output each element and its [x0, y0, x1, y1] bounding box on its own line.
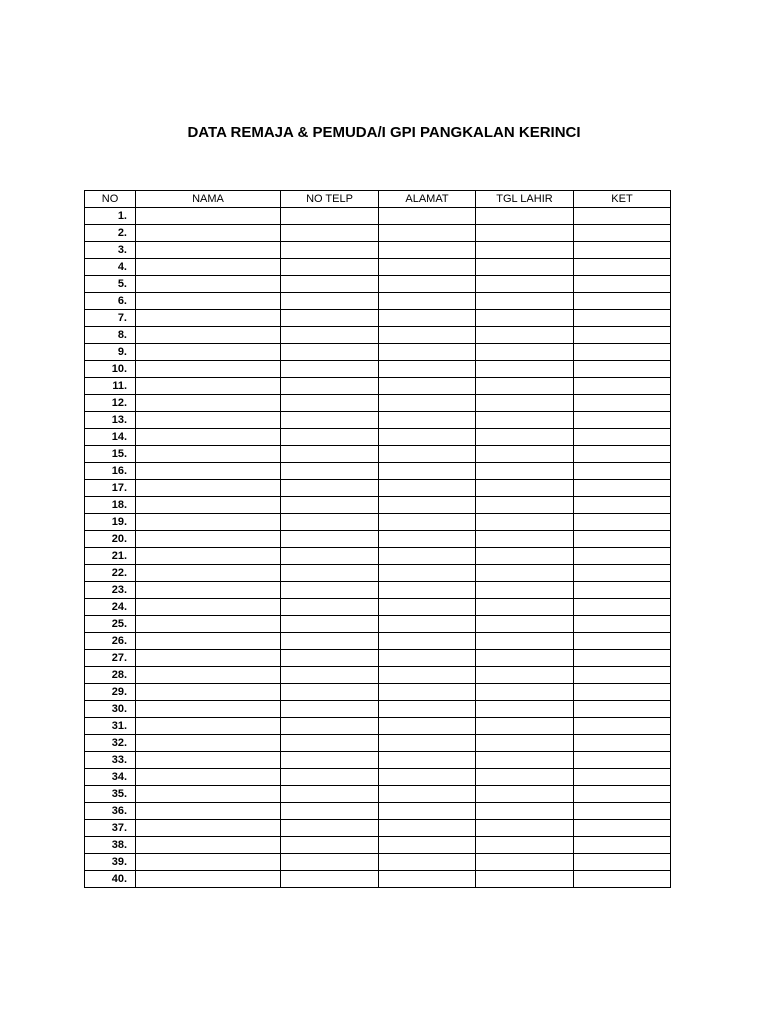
- cell-no-telp: [281, 514, 379, 531]
- table-row: [85, 531, 671, 548]
- cell-tgl-lahir: [476, 752, 574, 769]
- row-number-cell: 18.: [85, 497, 136, 514]
- row-number-cell: 5.: [85, 276, 136, 293]
- cell-alamat: [379, 769, 476, 786]
- cell-nama: [136, 599, 281, 616]
- cell-no-telp: [281, 582, 379, 599]
- cell-nama: [136, 344, 281, 361]
- cell-tgl-lahir: [476, 565, 574, 582]
- cell-alamat: [379, 378, 476, 395]
- row-number-cell: 32.: [85, 735, 136, 752]
- cell-ket: [574, 259, 671, 276]
- cell-no-telp: [281, 803, 379, 820]
- cell-nama: [136, 837, 281, 854]
- header-no: NO: [85, 191, 136, 208]
- cell-tgl-lahir: [476, 786, 574, 803]
- cell-nama: [136, 242, 281, 259]
- cell-ket: [574, 854, 671, 871]
- cell-no-telp: [281, 565, 379, 582]
- cell-nama: [136, 514, 281, 531]
- cell-nama: [136, 378, 281, 395]
- cell-nama: [136, 480, 281, 497]
- table-row: [85, 616, 671, 633]
- row-number-cell: 20.: [85, 531, 136, 548]
- cell-nama: [136, 752, 281, 769]
- cell-ket: [574, 497, 671, 514]
- cell-no-telp: [281, 684, 379, 701]
- cell-alamat: [379, 548, 476, 565]
- cell-alamat: [379, 463, 476, 480]
- cell-ket: [574, 718, 671, 735]
- cell-tgl-lahir: [476, 480, 574, 497]
- header-alamat: ALAMAT: [379, 191, 476, 208]
- table-row: [85, 735, 671, 752]
- cell-no-telp: [281, 548, 379, 565]
- cell-alamat: [379, 242, 476, 259]
- cell-tgl-lahir: [476, 650, 574, 667]
- cell-ket: [574, 684, 671, 701]
- table-row: [85, 837, 671, 854]
- table-row: [85, 480, 671, 497]
- table-row: [85, 582, 671, 599]
- cell-no-telp: [281, 361, 379, 378]
- cell-ket: [574, 480, 671, 497]
- cell-alamat: [379, 565, 476, 582]
- cell-alamat: [379, 514, 476, 531]
- table-row: [85, 463, 671, 480]
- cell-tgl-lahir: [476, 616, 574, 633]
- cell-ket: [574, 361, 671, 378]
- cell-tgl-lahir: [476, 361, 574, 378]
- header-no-telp: NO TELP: [281, 191, 379, 208]
- cell-no-telp: [281, 752, 379, 769]
- row-number-cell: 40.: [85, 871, 136, 888]
- row-number-cell: 13.: [85, 412, 136, 429]
- cell-ket: [574, 820, 671, 837]
- cell-ket: [574, 327, 671, 344]
- cell-alamat: [379, 803, 476, 820]
- table-row: [85, 412, 671, 429]
- row-number-cell: 25.: [85, 616, 136, 633]
- table-row: [85, 752, 671, 769]
- table-row: [85, 378, 671, 395]
- table-row: [85, 684, 671, 701]
- data-table: [84, 190, 671, 888]
- cell-nama: [136, 718, 281, 735]
- cell-tgl-lahir: [476, 633, 574, 650]
- table-row: [85, 242, 671, 259]
- row-number-cell: 33.: [85, 752, 136, 769]
- cell-tgl-lahir: [476, 718, 574, 735]
- cell-nama: [136, 633, 281, 650]
- cell-no-telp: [281, 463, 379, 480]
- cell-nama: [136, 871, 281, 888]
- cell-tgl-lahir: [476, 429, 574, 446]
- table-row: [85, 667, 671, 684]
- cell-nama: [136, 395, 281, 412]
- cell-no-telp: [281, 599, 379, 616]
- cell-ket: [574, 225, 671, 242]
- table-row: [85, 820, 671, 837]
- row-number-cell: 37.: [85, 820, 136, 837]
- cell-no-telp: [281, 208, 379, 225]
- cell-alamat: [379, 344, 476, 361]
- row-number-cell: 17.: [85, 480, 136, 497]
- cell-nama: [136, 446, 281, 463]
- cell-ket: [574, 514, 671, 531]
- cell-alamat: [379, 225, 476, 242]
- cell-tgl-lahir: [476, 684, 574, 701]
- cell-nama: [136, 769, 281, 786]
- row-number-cell: 10.: [85, 361, 136, 378]
- cell-ket: [574, 208, 671, 225]
- cell-ket: [574, 429, 671, 446]
- table-row: [85, 650, 671, 667]
- cell-alamat: [379, 701, 476, 718]
- row-number-cell: 21.: [85, 548, 136, 565]
- row-number-cell: 4.: [85, 259, 136, 276]
- cell-ket: [574, 310, 671, 327]
- row-number-cell: 6.: [85, 293, 136, 310]
- cell-alamat: [379, 480, 476, 497]
- cell-alamat: [379, 650, 476, 667]
- cell-nama: [136, 463, 281, 480]
- table-row: [85, 208, 671, 225]
- cell-nama: [136, 701, 281, 718]
- cell-nama: [136, 684, 281, 701]
- cell-no-telp: [281, 854, 379, 871]
- row-number-cell: 36.: [85, 803, 136, 820]
- cell-tgl-lahir: [476, 531, 574, 548]
- cell-alamat: [379, 718, 476, 735]
- table-row: [85, 429, 671, 446]
- row-number-cell: 1.: [85, 208, 136, 225]
- cell-nama: [136, 429, 281, 446]
- cell-nama: [136, 225, 281, 242]
- row-number-cell: 26.: [85, 633, 136, 650]
- cell-alamat: [379, 582, 476, 599]
- cell-ket: [574, 412, 671, 429]
- table-row: [85, 293, 671, 310]
- cell-no-telp: [281, 276, 379, 293]
- cell-no-telp: [281, 616, 379, 633]
- cell-alamat: [379, 446, 476, 463]
- cell-alamat: [379, 429, 476, 446]
- cell-ket: [574, 344, 671, 361]
- cell-no-telp: [281, 480, 379, 497]
- table-row: [85, 854, 671, 871]
- cell-ket: [574, 735, 671, 752]
- cell-alamat: [379, 633, 476, 650]
- cell-ket: [574, 837, 671, 854]
- cell-ket: [574, 565, 671, 582]
- row-number-cell: 19.: [85, 514, 136, 531]
- row-number-cell: 23.: [85, 582, 136, 599]
- row-number-cell: 31.: [85, 718, 136, 735]
- cell-alamat: [379, 497, 476, 514]
- row-number-cell: 8.: [85, 327, 136, 344]
- cell-alamat: [379, 786, 476, 803]
- cell-nama: [136, 667, 281, 684]
- cell-tgl-lahir: [476, 242, 574, 259]
- row-number-cell: 2.: [85, 225, 136, 242]
- cell-tgl-lahir: [476, 854, 574, 871]
- cell-tgl-lahir: [476, 701, 574, 718]
- header-nama: NAMA: [136, 191, 281, 208]
- page-title: DATA REMAJA & PEMUDA/I GPI PANGKALAN KERINCI: [187, 124, 581, 141]
- cell-nama: [136, 548, 281, 565]
- row-number-cell: 27.: [85, 650, 136, 667]
- cell-no-telp: [281, 531, 379, 548]
- cell-ket: [574, 650, 671, 667]
- cell-ket: [574, 701, 671, 718]
- cell-alamat: [379, 208, 476, 225]
- cell-tgl-lahir: [476, 735, 574, 752]
- cell-tgl-lahir: [476, 548, 574, 565]
- cell-tgl-lahir: [476, 803, 574, 820]
- cell-no-telp: [281, 667, 379, 684]
- cell-no-telp: [281, 446, 379, 463]
- cell-tgl-lahir: [476, 514, 574, 531]
- row-number-cell: 24.: [85, 599, 136, 616]
- cell-no-telp: [281, 820, 379, 837]
- cell-ket: [574, 463, 671, 480]
- cell-ket: [574, 378, 671, 395]
- cell-alamat: [379, 667, 476, 684]
- row-number-cell: 28.: [85, 667, 136, 684]
- cell-tgl-lahir: [476, 769, 574, 786]
- cell-alamat: [379, 327, 476, 344]
- cell-alamat: [379, 837, 476, 854]
- cell-nama: [136, 327, 281, 344]
- row-number-cell: 15.: [85, 446, 136, 463]
- cell-alamat: [379, 395, 476, 412]
- cell-ket: [574, 599, 671, 616]
- cell-tgl-lahir: [476, 225, 574, 242]
- table-row: [85, 633, 671, 650]
- cell-tgl-lahir: [476, 820, 574, 837]
- table-row: [85, 786, 671, 803]
- row-number-cell: 39.: [85, 854, 136, 871]
- table-row: [85, 718, 671, 735]
- cell-tgl-lahir: [476, 208, 574, 225]
- table-row: [85, 276, 671, 293]
- cell-nama: [136, 276, 281, 293]
- cell-tgl-lahir: [476, 412, 574, 429]
- table-row: [85, 565, 671, 582]
- cell-nama: [136, 786, 281, 803]
- row-number-cell: 11.: [85, 378, 136, 395]
- cell-no-telp: [281, 242, 379, 259]
- cell-nama: [136, 259, 281, 276]
- cell-no-telp: [281, 769, 379, 786]
- cell-no-telp: [281, 310, 379, 327]
- cell-ket: [574, 582, 671, 599]
- cell-alamat: [379, 293, 476, 310]
- cell-nama: [136, 412, 281, 429]
- cell-nama: [136, 735, 281, 752]
- cell-no-telp: [281, 633, 379, 650]
- cell-nama: [136, 293, 281, 310]
- cell-nama: [136, 820, 281, 837]
- cell-ket: [574, 446, 671, 463]
- cell-alamat: [379, 361, 476, 378]
- row-number-cell: 16.: [85, 463, 136, 480]
- table-row: [85, 361, 671, 378]
- cell-ket: [574, 803, 671, 820]
- cell-tgl-lahir: [476, 837, 574, 854]
- table-header-row: [85, 191, 671, 208]
- cell-no-telp: [281, 259, 379, 276]
- row-number-cell: 35.: [85, 786, 136, 803]
- header-tgl-lahir: TGL LAHIR: [476, 191, 574, 208]
- cell-no-telp: [281, 293, 379, 310]
- row-number-cell: 3.: [85, 242, 136, 259]
- table-row: [85, 599, 671, 616]
- cell-no-telp: [281, 735, 379, 752]
- table-row: [85, 344, 671, 361]
- cell-tgl-lahir: [476, 582, 574, 599]
- cell-no-telp: [281, 412, 379, 429]
- cell-nama: [136, 361, 281, 378]
- cell-no-telp: [281, 429, 379, 446]
- cell-alamat: [379, 735, 476, 752]
- cell-tgl-lahir: [476, 667, 574, 684]
- cell-no-telp: [281, 497, 379, 514]
- cell-tgl-lahir: [476, 276, 574, 293]
- cell-ket: [574, 616, 671, 633]
- row-number-cell: 29.: [85, 684, 136, 701]
- cell-alamat: [379, 531, 476, 548]
- table-body: [85, 208, 671, 888]
- cell-alamat: [379, 310, 476, 327]
- cell-no-telp: [281, 718, 379, 735]
- table-row: [85, 446, 671, 463]
- table-row: [85, 327, 671, 344]
- row-number-cell: 9.: [85, 344, 136, 361]
- cell-tgl-lahir: [476, 599, 574, 616]
- cell-alamat: [379, 684, 476, 701]
- table-row: [85, 803, 671, 820]
- table-row: [85, 497, 671, 514]
- cell-ket: [574, 752, 671, 769]
- row-number-cell: 30.: [85, 701, 136, 718]
- table-row: [85, 548, 671, 565]
- cell-nama: [136, 497, 281, 514]
- cell-ket: [574, 242, 671, 259]
- cell-tgl-lahir: [476, 497, 574, 514]
- cell-nama: [136, 854, 281, 871]
- cell-tgl-lahir: [476, 310, 574, 327]
- cell-alamat: [379, 616, 476, 633]
- cell-no-telp: [281, 327, 379, 344]
- cell-nama: [136, 531, 281, 548]
- cell-nama: [136, 803, 281, 820]
- cell-ket: [574, 531, 671, 548]
- cell-tgl-lahir: [476, 463, 574, 480]
- cell-tgl-lahir: [476, 446, 574, 463]
- cell-nama: [136, 310, 281, 327]
- table-row: [85, 514, 671, 531]
- cell-alamat: [379, 259, 476, 276]
- cell-ket: [574, 548, 671, 565]
- cell-tgl-lahir: [476, 327, 574, 344]
- row-number-cell: 12.: [85, 395, 136, 412]
- cell-ket: [574, 395, 671, 412]
- cell-no-telp: [281, 225, 379, 242]
- table-row: [85, 259, 671, 276]
- row-number-cell: 38.: [85, 837, 136, 854]
- cell-nama: [136, 582, 281, 599]
- row-number-cell: 7.: [85, 310, 136, 327]
- cell-ket: [574, 633, 671, 650]
- table-row: [85, 225, 671, 242]
- row-number-cell: 34.: [85, 769, 136, 786]
- cell-nama: [136, 616, 281, 633]
- cell-tgl-lahir: [476, 259, 574, 276]
- cell-tgl-lahir: [476, 871, 574, 888]
- cell-ket: [574, 667, 671, 684]
- cell-ket: [574, 276, 671, 293]
- table-row: [85, 395, 671, 412]
- cell-no-telp: [281, 701, 379, 718]
- table-row: [85, 769, 671, 786]
- cell-no-telp: [281, 378, 379, 395]
- cell-nama: [136, 565, 281, 582]
- cell-alamat: [379, 412, 476, 429]
- cell-tgl-lahir: [476, 395, 574, 412]
- cell-tgl-lahir: [476, 293, 574, 310]
- cell-ket: [574, 786, 671, 803]
- table-row: [85, 701, 671, 718]
- cell-no-telp: [281, 395, 379, 412]
- cell-tgl-lahir: [476, 378, 574, 395]
- cell-tgl-lahir: [476, 344, 574, 361]
- table-row: [85, 871, 671, 888]
- cell-alamat: [379, 276, 476, 293]
- cell-nama: [136, 208, 281, 225]
- cell-alamat: [379, 871, 476, 888]
- row-number-cell: 22.: [85, 565, 136, 582]
- cell-no-telp: [281, 650, 379, 667]
- cell-alamat: [379, 599, 476, 616]
- row-number-cell: 14.: [85, 429, 136, 446]
- cell-nama: [136, 650, 281, 667]
- table-row: [85, 310, 671, 327]
- cell-no-telp: [281, 786, 379, 803]
- header-ket: KET: [574, 191, 671, 208]
- cell-ket: [574, 871, 671, 888]
- cell-alamat: [379, 820, 476, 837]
- cell-no-telp: [281, 837, 379, 854]
- cell-alamat: [379, 752, 476, 769]
- cell-ket: [574, 293, 671, 310]
- cell-alamat: [379, 854, 476, 871]
- cell-no-telp: [281, 344, 379, 361]
- cell-no-telp: [281, 871, 379, 888]
- cell-ket: [574, 769, 671, 786]
